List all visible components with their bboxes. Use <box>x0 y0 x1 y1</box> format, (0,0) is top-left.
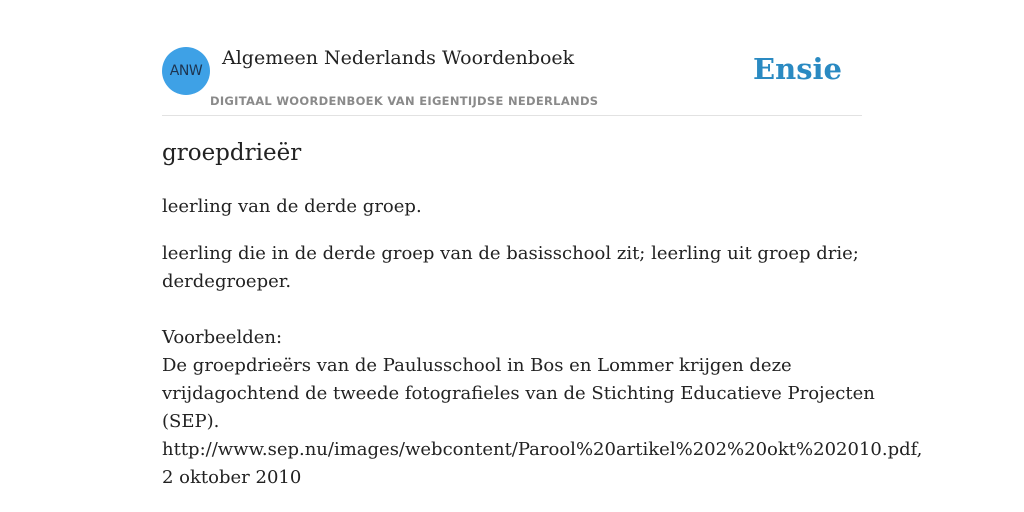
example-source-url[interactable]: http://www.sep.nu/images/webcontent/Parool%20artikel%202%20okt%202010.pdf, <box>162 439 923 460</box>
entry-headword: groepdrieër <box>162 140 302 166</box>
short-definition: leerling van de derde groep. <box>162 196 422 217</box>
examples-label: Voorbeelden: <box>162 327 283 348</box>
example-source-date: 2 oktober 2010 <box>162 467 302 488</box>
full-definition: leerling die in de derde groep van de basisschool zit; leerling uit groep drie; derdegroeper. <box>162 243 859 292</box>
site-header <box>162 44 862 116</box>
site-title[interactable]: Algemeen Nederlands Woordenboek <box>222 47 575 69</box>
logo-text: ANW <box>169 63 203 79</box>
entry-content <box>162 193 923 492</box>
ensie-brand-logo[interactable]: Ensie <box>753 52 842 86</box>
anw-logo[interactable] <box>162 47 210 95</box>
example-text: De groepdrieërs van de Paulusschool in Bos en Lommer krijgen deze vrijdagochtend de tweede fotografieles van de Stichting Educatieve Projecten (SEP). <box>162 355 875 432</box>
site-subtitle: DIGITAAL WOORDENBOEK VAN EIGENTIJDSE NEDERLANDS <box>210 94 599 108</box>
spacer <box>162 296 882 324</box>
